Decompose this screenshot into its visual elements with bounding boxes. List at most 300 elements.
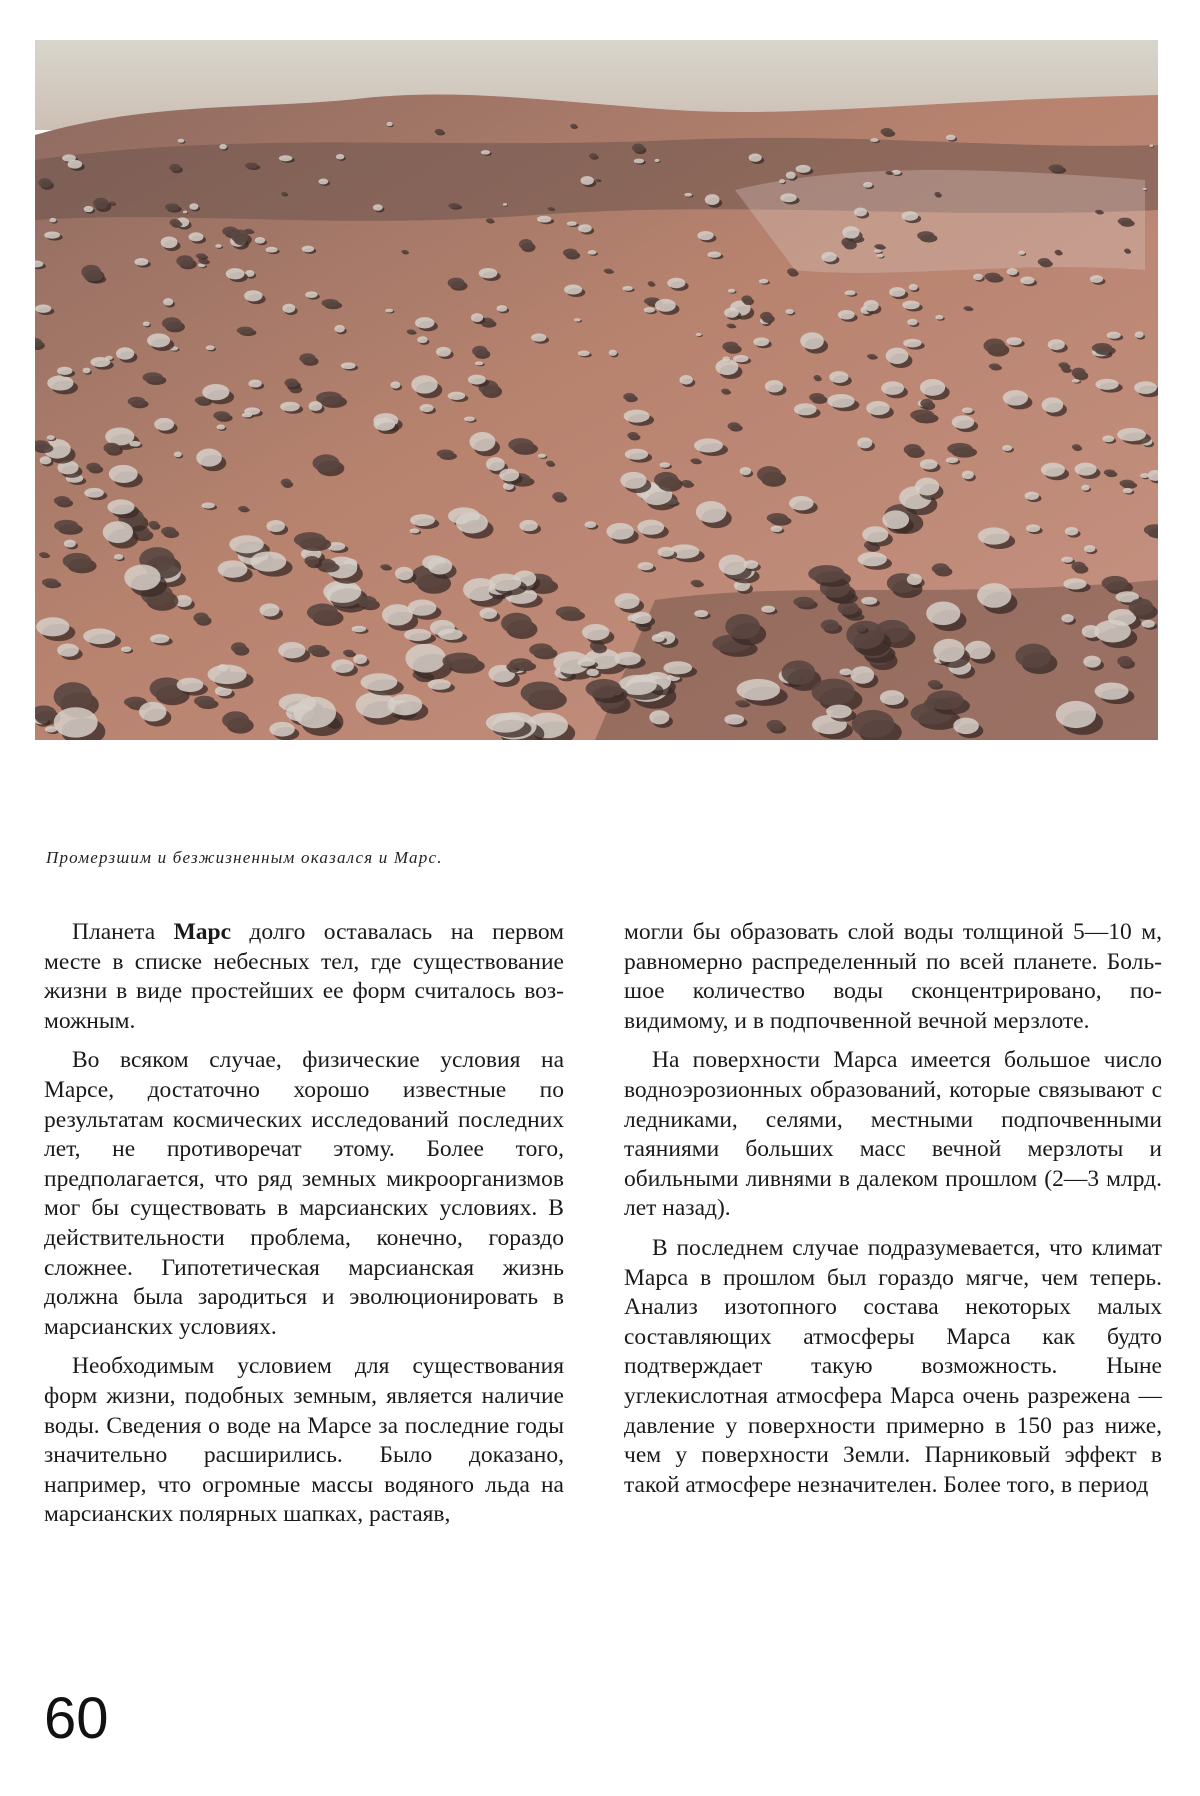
rock [1117,656,1132,666]
rock [207,665,246,685]
rock [1038,258,1051,266]
rock [260,603,280,616]
rock [285,378,299,387]
rock [114,554,123,560]
rock [47,375,73,390]
rock [410,514,435,526]
rock [1119,480,1134,487]
rock [1075,463,1097,476]
rock [953,718,979,734]
rock [237,327,254,335]
rock [800,332,824,349]
rock [826,705,852,719]
left-column [44,918,564,1540]
rock [469,432,495,451]
rock [821,620,839,631]
rock [174,452,182,457]
rock [143,372,163,382]
rock [570,124,577,128]
rock [589,153,597,158]
rock [728,422,741,430]
rock [213,411,229,420]
rock [920,399,933,408]
rock [496,305,507,312]
rock [390,381,400,388]
rock [657,547,674,557]
rock [577,658,595,666]
rock [667,278,685,289]
rock [84,488,104,498]
rock [1123,488,1133,493]
rock [278,642,305,658]
rock [420,404,434,412]
rock [323,580,361,603]
rock [373,204,383,210]
rock [989,363,1000,369]
rock [438,629,463,640]
rock [178,139,185,143]
rock [737,679,781,701]
rock [1141,620,1154,628]
rock [1129,598,1154,615]
rock [724,308,739,318]
rock [903,339,921,348]
rock [620,472,646,489]
rock [395,567,413,580]
rock [757,466,782,483]
rock [1007,268,1018,275]
rock [596,179,601,181]
rock [813,375,820,380]
rock [154,418,174,431]
rock [427,557,452,574]
rock [585,521,597,528]
rock [229,535,264,553]
rock [962,407,973,413]
rock [83,628,115,644]
rock [932,563,950,574]
rock [361,673,398,691]
rock [1104,469,1116,475]
rock [885,171,892,174]
rock [882,510,909,529]
pale-patch [735,170,1145,273]
rock [165,203,179,210]
rock [767,513,788,523]
rock [696,333,702,336]
right-paragraph-3: В последнем случае подразумевается, что климат Марса в прошлом был гораздо мягче, чем теперь. Анализ изотопного состава некоторых малых составляющих атмосферы Марса как будто подтверждает такую возможность. Ныне углекислотная атмосфера Марса очень разрежена — давление у поверхности примерно в 150 раз ниже, чем у поверхности Земли. Парниковый эффект в такой атмосфере незначителен. Более того, в период [624,1234,1162,1498]
rock [963,306,972,310]
rock [563,248,578,257]
rock [1061,557,1073,563]
rock [519,239,533,249]
rock [54,520,78,532]
rock [139,702,167,722]
rock [904,444,922,455]
rock [767,720,784,731]
photo-caption: Промерзшим и безжизненным оказался и Марс. [46,848,443,867]
rock [281,479,292,486]
rock [39,552,49,557]
rock [280,402,300,412]
rock [521,681,560,704]
rock [707,251,721,257]
rock [121,646,131,652]
rock [857,437,872,448]
rock [858,552,887,566]
rock [481,150,490,155]
rock [578,351,590,357]
rock [250,551,286,571]
rock [231,229,249,242]
rock [547,207,554,210]
right-column [624,918,1162,1510]
rock [529,643,553,656]
rock [222,711,249,729]
rock [54,707,98,737]
rock [719,555,747,576]
rock [134,258,148,266]
rock [47,435,55,440]
rock [163,298,173,306]
rock [201,502,214,508]
rock [189,203,198,210]
rock [867,354,876,358]
rock [721,389,730,394]
rock [625,449,648,460]
rock [947,443,972,455]
rock [219,144,227,149]
rock [785,309,793,314]
rock [456,512,488,533]
rock [83,368,91,374]
rock [40,456,52,464]
rock [417,336,427,343]
rock [632,143,644,152]
rock [407,329,416,333]
rock [870,138,878,142]
rock [812,679,855,706]
rock [902,300,919,309]
rock [464,416,475,421]
rock [789,496,814,510]
rock [471,313,483,322]
rock [1092,343,1112,353]
rock [760,312,772,321]
rock [854,208,867,217]
rock [148,521,158,528]
rock [1002,445,1012,451]
rock [1090,275,1103,283]
rock [307,604,338,622]
rock [1118,218,1132,225]
rock [128,397,146,406]
rock [978,527,1010,544]
rock [162,317,182,329]
rock [1015,644,1051,668]
rock [1018,251,1025,255]
rock [176,255,193,266]
rock [606,523,633,540]
rock [920,459,938,469]
rock [294,697,336,728]
rock [623,393,635,400]
rock [1081,485,1089,491]
rock [226,268,245,279]
rock [724,714,744,724]
rock [343,650,354,656]
rock [169,219,180,226]
rock [808,565,844,582]
rock [881,381,904,395]
rock [647,281,654,285]
rock [107,499,134,514]
rock [874,244,884,248]
rock [655,159,660,162]
rock [1065,527,1078,535]
rock [728,289,735,293]
rock [934,192,940,197]
rock [696,501,727,523]
rock [622,286,633,291]
rock [862,526,888,542]
rock [448,278,465,288]
rock [1063,578,1086,589]
rock [917,231,934,240]
rock [821,252,836,262]
rock [331,659,354,673]
rock [538,454,546,458]
rock [786,171,796,178]
rock [282,304,295,313]
rock [401,250,408,254]
rock [266,520,285,532]
rock [796,165,811,173]
rock [336,154,344,159]
rock [238,506,248,511]
rock [983,339,1005,353]
rock [581,176,594,185]
rock [217,425,226,430]
rock [863,182,872,188]
rock [1083,656,1101,668]
rock [655,299,676,312]
rock [501,613,532,634]
rock [715,359,738,375]
rock [448,392,466,400]
rock [652,634,665,642]
rock [827,394,854,408]
rock [129,441,140,447]
rock [694,610,708,617]
page-number: 60 [44,1686,109,1751]
rock [839,668,851,675]
rock [856,625,867,632]
rock [615,593,640,609]
rock [866,401,890,415]
rock [519,520,537,531]
rock [564,284,582,294]
rock [54,682,92,711]
left-paragraph-1: Планета Марс долго оставалась на первом месте в списке небесных тел, где существование жизни в виде простейших ее форм считалось возможным. [44,919,565,1034]
rock [863,300,878,311]
rock [448,203,460,208]
rock [231,642,247,653]
rock [266,247,278,253]
rock [42,578,58,586]
rock [567,221,577,226]
rock [124,565,160,591]
rock [304,556,319,566]
rock [479,268,498,278]
rock [910,409,934,420]
rock [537,216,552,223]
rock [627,432,638,439]
rock [374,418,396,431]
rock [436,347,451,357]
rock [690,458,700,463]
rock [907,319,917,326]
rock [793,597,814,607]
rock [725,614,760,639]
rock [103,521,133,543]
rock [499,469,519,482]
rock [161,236,178,248]
rock [442,653,478,670]
rock [1135,331,1144,338]
rock [1049,164,1064,171]
rock [861,597,877,605]
rock [1020,277,1034,285]
rock [44,232,60,239]
rock [489,574,521,591]
rock [846,621,884,649]
rock [649,710,669,724]
rock [586,669,598,676]
rock [318,178,328,184]
rock [1006,337,1022,345]
rock [654,472,678,488]
rock [428,679,451,690]
rock [907,574,922,585]
rock [637,520,664,535]
rock [57,644,79,657]
rock [771,526,783,532]
rock [86,463,100,472]
rock [926,602,960,626]
rock [852,710,895,738]
rock [881,128,893,135]
rock [946,457,958,463]
rock [357,596,376,608]
rock [902,211,919,221]
rock [437,449,454,457]
rock [1061,366,1070,371]
mars-surface-photo [35,40,1158,740]
rock [761,606,775,613]
rock [749,153,762,161]
rock [604,269,613,273]
rock [679,375,692,385]
rock [952,415,974,428]
rock [1025,492,1039,500]
rock [299,353,315,363]
rock [1041,463,1065,477]
rock [486,457,505,471]
rock [1072,379,1080,383]
rock [733,355,748,362]
rock [838,310,855,320]
rock [1094,620,1131,643]
rock [1055,250,1062,255]
rock [984,273,1000,281]
rock [334,325,345,333]
rock [691,580,702,586]
rock [215,244,222,248]
rock [759,279,768,284]
rock [933,639,964,662]
rock [1084,545,1095,552]
rock [193,613,208,624]
rock [279,155,293,161]
rock [973,274,983,281]
rock [1042,397,1064,412]
rock [103,443,119,453]
rock [874,249,882,253]
rock [169,164,180,172]
rock [305,291,317,298]
left-paragraph-2: Во всяком случае, физические условия на Марсе, достаточно хорошо известные по результатам космических исследований последних лет, не противоречат этому. Более того, предполагается, что ряд земных микроорганизмов мог бы существовать в марсианских условиях. В действительности проблема, конечно, гораздо сложнее. Гипотетическая марсианская жизнь должна была зародиться и эволюционировать в марсианских условиях. [44,1047,564,1340]
rock [556,606,581,618]
rock [1102,576,1129,591]
rock [624,410,650,423]
rock [697,231,713,240]
bold-term-mars: Марс [173,919,231,945]
rock [1003,390,1028,405]
rock [475,361,484,365]
rock [1117,428,1146,441]
rock [269,722,294,737]
rock [435,129,444,134]
rock [49,218,56,223]
rock [886,348,909,364]
rock [920,379,945,396]
rock [546,461,554,466]
rock [1140,473,1148,478]
rock [90,357,110,367]
rock [638,562,654,570]
rock [663,661,692,674]
rock [302,246,314,253]
rock [109,465,138,483]
rock [385,309,393,313]
rock [705,194,720,205]
rock [1048,339,1065,350]
right-paragraph-2: На поверхности Марса имеется большое число водноэрозионных образований, которые связывают с ледниками, селями, местными подпочвенными таяниями больших масс вечной мерзлоты и обильными ливнями в далеком прошлом (2—3 млрд. лет назад). [624,1047,1162,1222]
rock [842,226,859,238]
rock [503,203,507,206]
rock [244,290,262,301]
rock [880,690,904,705]
rock [64,540,76,548]
rock [1095,379,1118,390]
rock [218,560,248,577]
rock [38,178,51,187]
rock [57,367,72,375]
rock [780,193,797,202]
rock [681,480,692,486]
rock [1149,144,1153,147]
